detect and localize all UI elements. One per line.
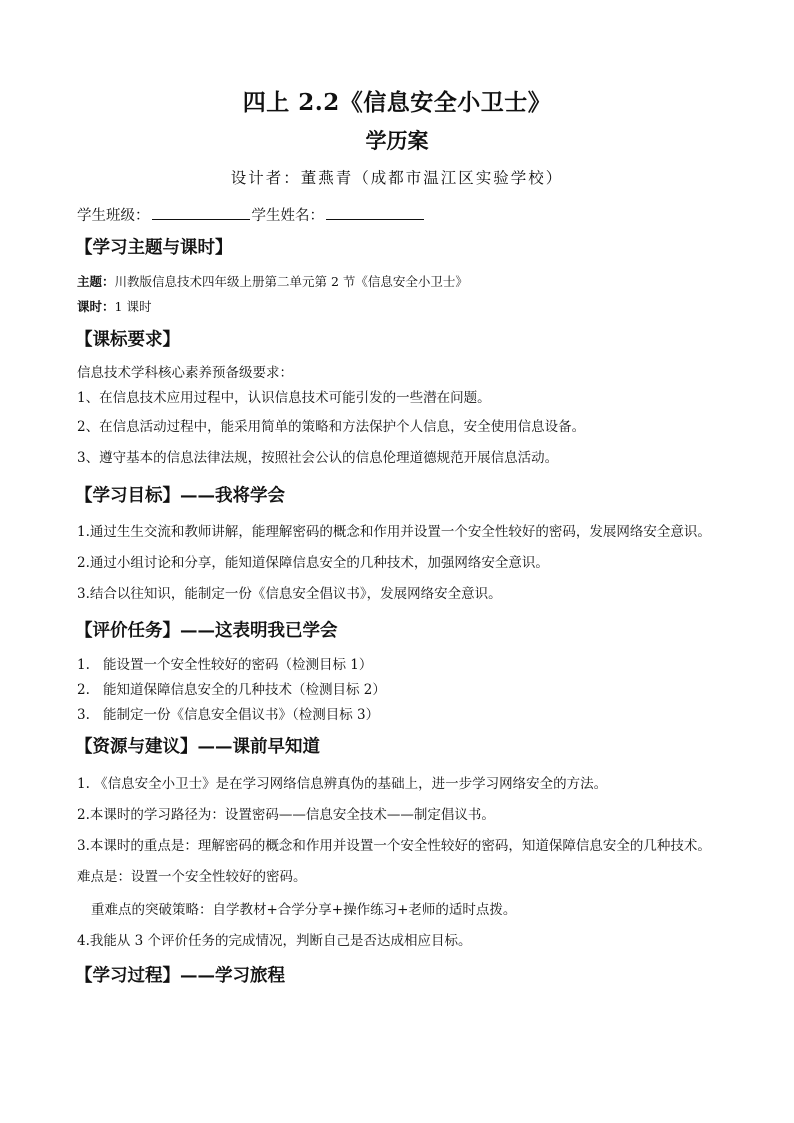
objective-item: 1.通过生生交流和教师讲解，能理解密码的概念和作用并设置一个安全性较好的密码，发展网络安全意识。 (77, 524, 711, 540)
section-heading-assessment: 【评价任务】——这表明我已学会 (75, 621, 338, 641)
name-blank[interactable] (326, 205, 424, 220)
period-text: 1 课时 (114, 299, 152, 314)
resource-item: 4.我能从 3 个评价任务的完成情况，判断自己是否达成相应目标。 (77, 933, 472, 949)
document-title: 四上 2.2《信息安全小卫士》 (242, 89, 552, 116)
section-heading-topic: 【学习主题与课时】 (75, 238, 233, 258)
section-heading-resources: 【资源与建议】——课前早知道 (75, 737, 320, 757)
period-line (77, 297, 151, 315)
standards-item: 3、遵守基本的信息法律法规，按照社会公认的信息伦理道德规范开展信息活动。 (77, 450, 559, 466)
class-label: 学生班级： (77, 208, 150, 224)
section-heading-standards: 【课标要求】 (75, 330, 180, 350)
objective-item: 3.结合以往知识，能制定一份《信息安全倡议书》，发展网络安全意识。 (77, 586, 502, 602)
assessment-item (77, 678, 386, 698)
assessment-num: 3. (77, 707, 90, 723)
assessment-item (77, 653, 372, 673)
assessment-item (77, 703, 379, 723)
assessment-num: 1. (77, 657, 90, 673)
standards-item: 2、在信息活动过程中，能采用简单的策略和方法保护个人信息，安全使用信息设备。 (77, 419, 586, 435)
period-label: 课时： (77, 299, 115, 314)
standards-intro: 信息技术学科核心素养预备级要求： (77, 365, 293, 381)
student-info-line (77, 204, 426, 225)
resource-item: 3.本课时的重点是：理解密码的概念和作用并设置一个安全性较好的密码，知道保障信息安全的几种技术。 (77, 838, 711, 854)
resource-item: 1. 《信息安全小卫士》是在学习网络信息辨真伪的基础上，进一步学习网络安全的方法。 (77, 776, 608, 792)
section-heading-process: 【学习过程】——学习旅程 (75, 966, 285, 986)
name-label: 学生姓名： (251, 208, 324, 224)
document-subtitle: 学历案 (365, 128, 429, 153)
standards-item: 1、在信息技术应用过程中，认识信息技术可能引发的一些潜在问题。 (77, 390, 491, 406)
resource-item: 2.本课时的学习路径为：设置密码——信息安全技术——制定倡议书。 (77, 807, 495, 823)
assessment-text: 能设置一个安全性较好的密码（检测目标 1） (103, 657, 373, 673)
objective-item: 2.通过小组讨论和分享，能知道保障信息安全的几种技术，加强网络安全意识。 (77, 555, 549, 571)
designer-line: 设计者：董燕青（成都市温江区实验学校） (230, 169, 564, 187)
class-blank[interactable] (152, 205, 250, 220)
resource-item: 重难点的突破策略：自学教材+合学分享+操作练习+老师的适时点拨。 (91, 902, 517, 918)
resource-item: 难点是：设置一个安全性较好的密码。 (77, 869, 307, 885)
section-heading-objectives: 【学习目标】——我将学会 (75, 486, 285, 506)
assessment-num: 2. (77, 682, 90, 698)
topic-line (77, 272, 468, 290)
assessment-text: 能制定一份《信息安全倡议书》（检测目标 3） (103, 707, 380, 723)
assessment-text: 能知道保障信息安全的几种技术（检测目标 2） (103, 682, 386, 698)
topic-label: 主题： (77, 274, 115, 289)
topic-text: 川教版信息技术四年级上册第二单元第 2 节《信息安全小卫士》 (114, 274, 468, 289)
